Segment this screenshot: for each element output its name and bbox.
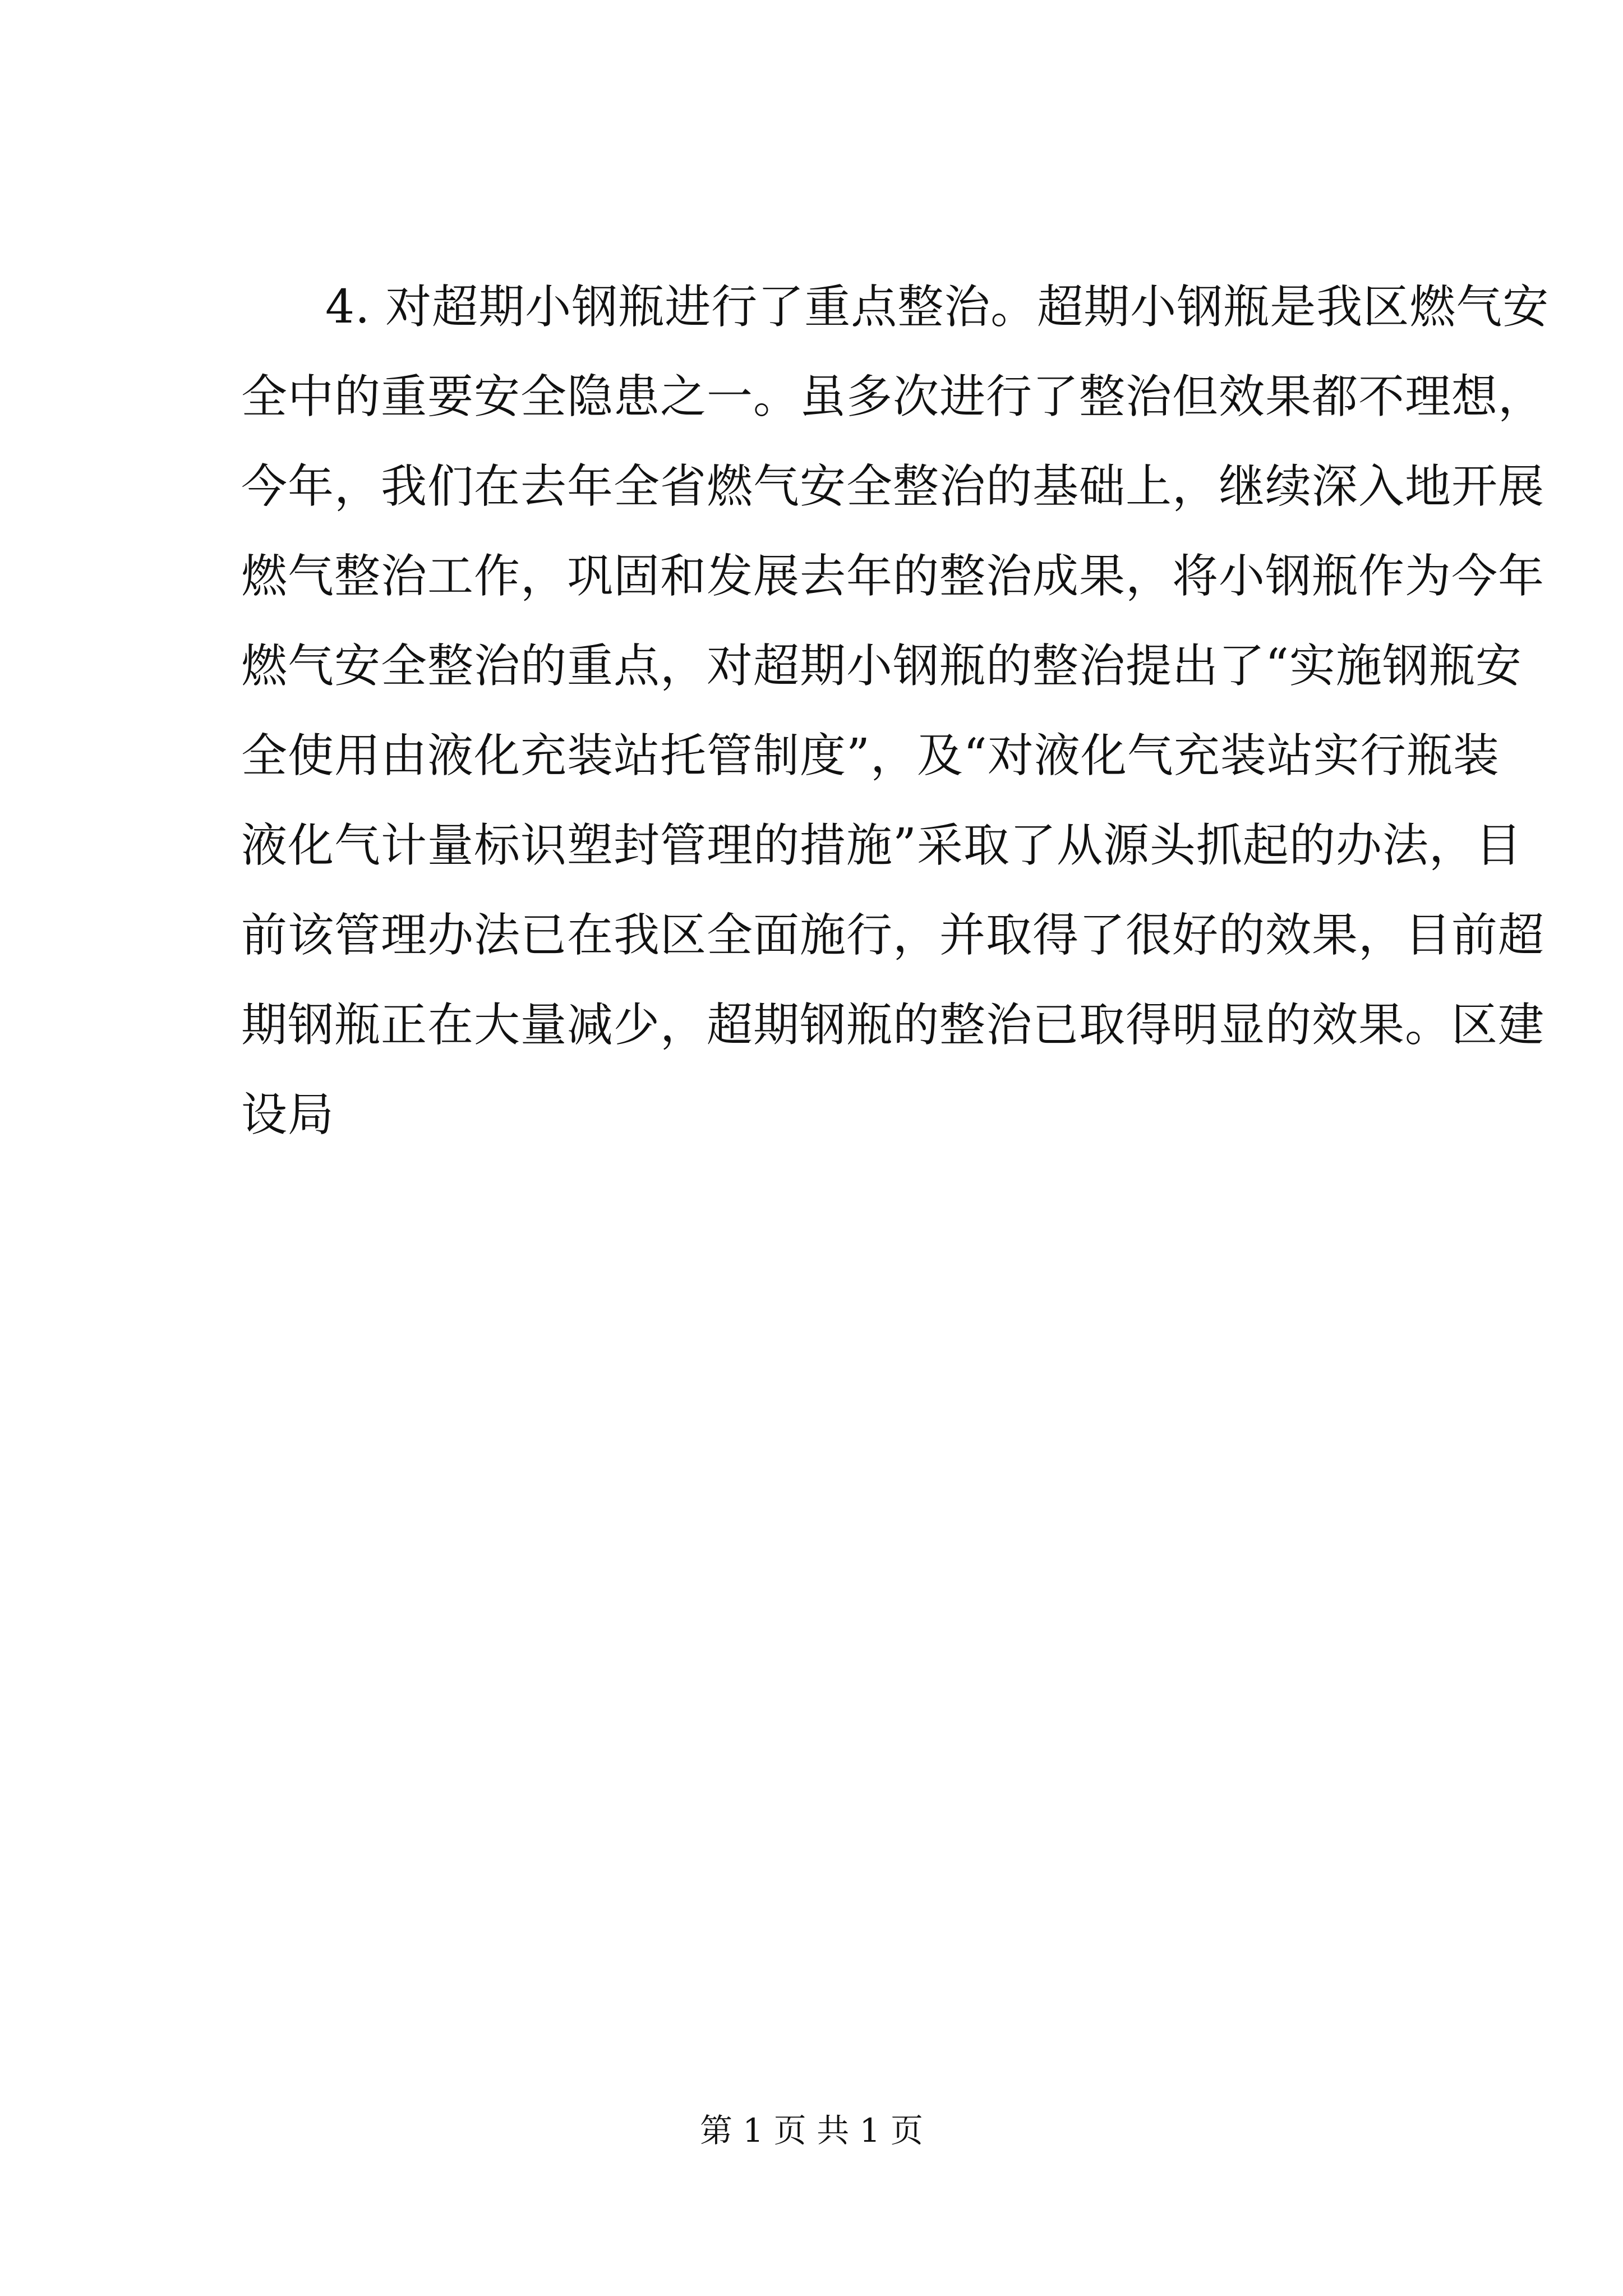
page-number-footer: 第 1 页 共 1 页 — [700, 2111, 923, 2150]
paragraph-line: 4. 对超期小钢瓶进行了重点整治。超期小钢瓶是我区燃气安 — [325, 280, 1550, 334]
paragraph-line: 期钢瓶正在大量减少，超期钢瓶的整治已取得明显的效果。区建 — [241, 999, 1545, 1052]
paragraph-line: 全使用由液化充装站托管制度”，及“对液化气充装站实行瓶装 — [241, 729, 1500, 783]
paragraph-line: 全中的重要安全隐患之一。虽多次进行了整治但效果都不理想， — [241, 370, 1545, 424]
paragraph-line: 前该管理办法已在我区全面施行，并取得了很好的效果，目前超 — [241, 909, 1545, 962]
paragraph-line: 液化气计量标识塑封管理的措施”采取了从源头抓起的办法，目 — [241, 819, 1522, 872]
paragraph-line: 设局 — [241, 1088, 335, 1142]
paragraph-line: 今年，我们在去年全省燃气安全整治的基础上，继续深入地开展 — [241, 460, 1545, 513]
paragraph-line: 燃气安全整治的重点，对超期小钢瓶的整治提出了“实施钢瓶安 — [241, 639, 1522, 693]
paragraph-line: 燃气整治工作，巩固和发展去年的整治成果，将小钢瓶作为今年 — [241, 550, 1545, 603]
body-paragraph — [241, 263, 1550, 1160]
